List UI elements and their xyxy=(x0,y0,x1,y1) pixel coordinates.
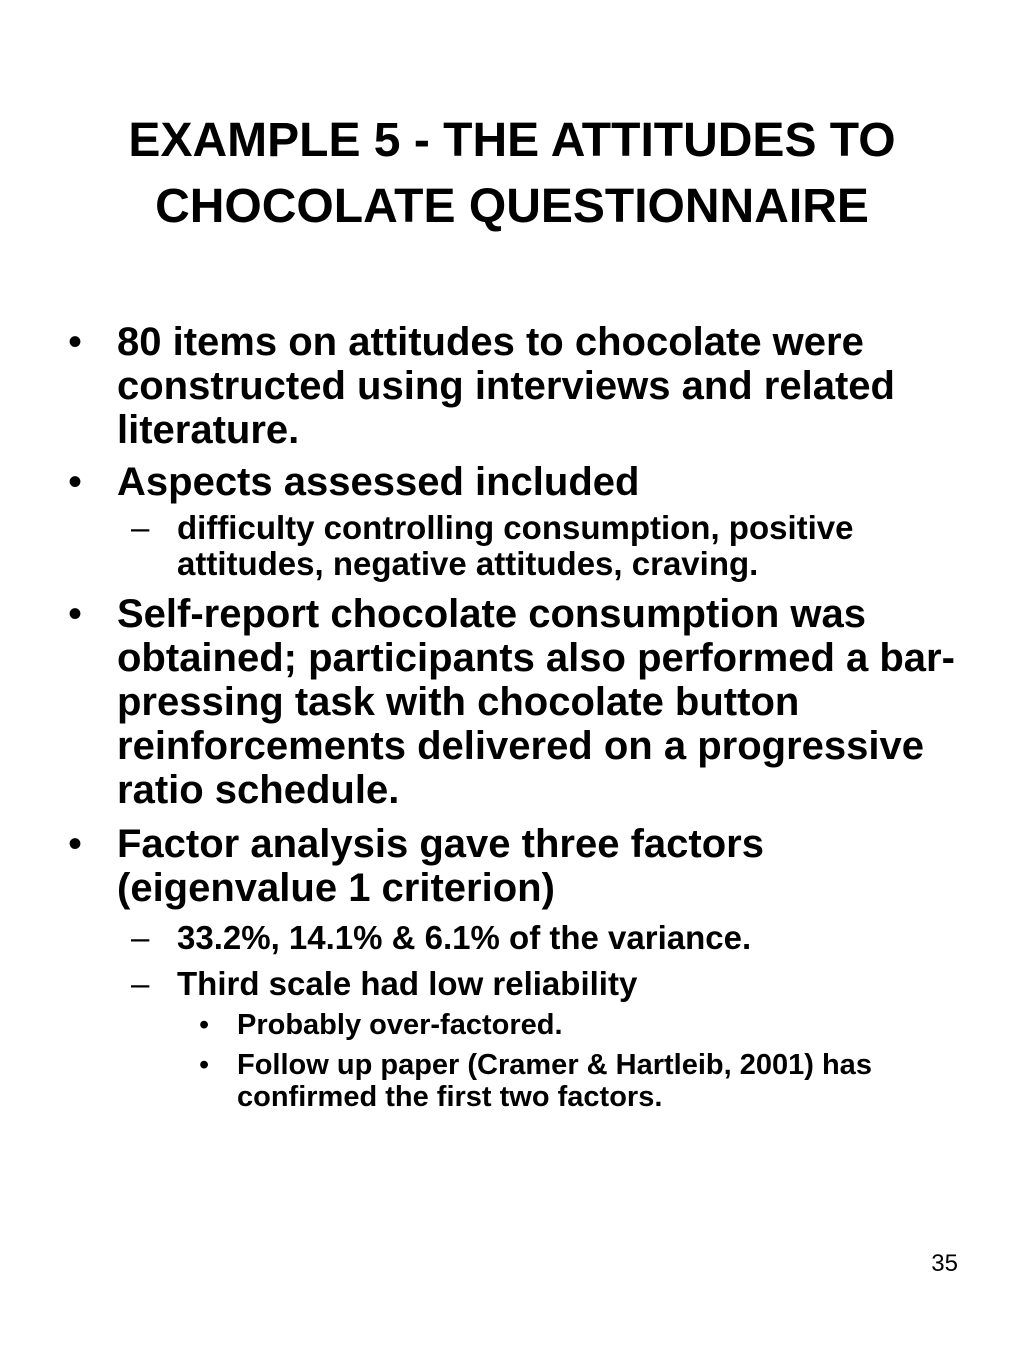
bullet-item-1 xyxy=(68,320,968,452)
subsub-list xyxy=(177,1009,968,1113)
dash-marker: – xyxy=(131,509,150,546)
bullet-marker: • xyxy=(68,460,83,504)
bullet-text: 80 items on attitudes to chocolate were constructed using interviews and related literature. xyxy=(117,320,895,452)
sub-bullet-item xyxy=(117,510,968,582)
slide-body xyxy=(68,320,968,1113)
subsub-bullet-item xyxy=(177,1009,968,1041)
bullet-marker: • xyxy=(68,592,83,636)
bullet-item-4 xyxy=(68,822,968,910)
dash-marker: – xyxy=(131,965,150,1002)
bullet-marker: • xyxy=(68,822,83,866)
subsub-bullet-item xyxy=(177,1049,968,1113)
sub-bullet-item xyxy=(117,966,968,1002)
page-number: 35 xyxy=(931,1250,958,1277)
sub-bullet-item xyxy=(117,920,968,956)
sub-bullet-text: 33.2%, 14.1% & 6.1% of the variance. xyxy=(177,919,752,956)
bullet-text: Aspects assessed included xyxy=(117,460,640,504)
bullet-marker: • xyxy=(68,320,83,364)
subsub-bullet-text: Follow up paper (Cramer & Hartleib, 2001) has confirmed the first two factors. xyxy=(237,1049,872,1113)
bullet-item-2 xyxy=(68,460,968,504)
bullet-item-3 xyxy=(68,592,968,812)
bullet-marker: • xyxy=(199,1009,210,1041)
bullet-text: Self-report chocolate consumption was obtained; participants also performed a bar-pressing task with chocolate button reinforcements delivered on a progressive ratio schedule. xyxy=(117,592,955,812)
sub-bullet-text: Third scale had low reliability xyxy=(177,965,638,1002)
bullet-marker: • xyxy=(199,1049,210,1081)
dash-marker: – xyxy=(131,919,150,956)
slide-title-line-1: EXAMPLE 5 - THE ATTITUDES TO xyxy=(128,114,896,167)
sub-list-4 xyxy=(117,920,968,1113)
sub-list-2 xyxy=(117,510,968,582)
subsub-bullet-text: Probably over-factored. xyxy=(237,1009,563,1041)
sub-bullet-text: difficulty controlling consumption, positive attitudes, negative attitudes, craving. xyxy=(177,509,854,582)
bullet-text: Factor analysis gave three factors (eigenvalue 1 criterion) xyxy=(117,822,764,910)
slide-title-line-2: CHOCOLATE QUESTIONNAIRE xyxy=(155,180,869,233)
slide-title xyxy=(40,108,984,240)
